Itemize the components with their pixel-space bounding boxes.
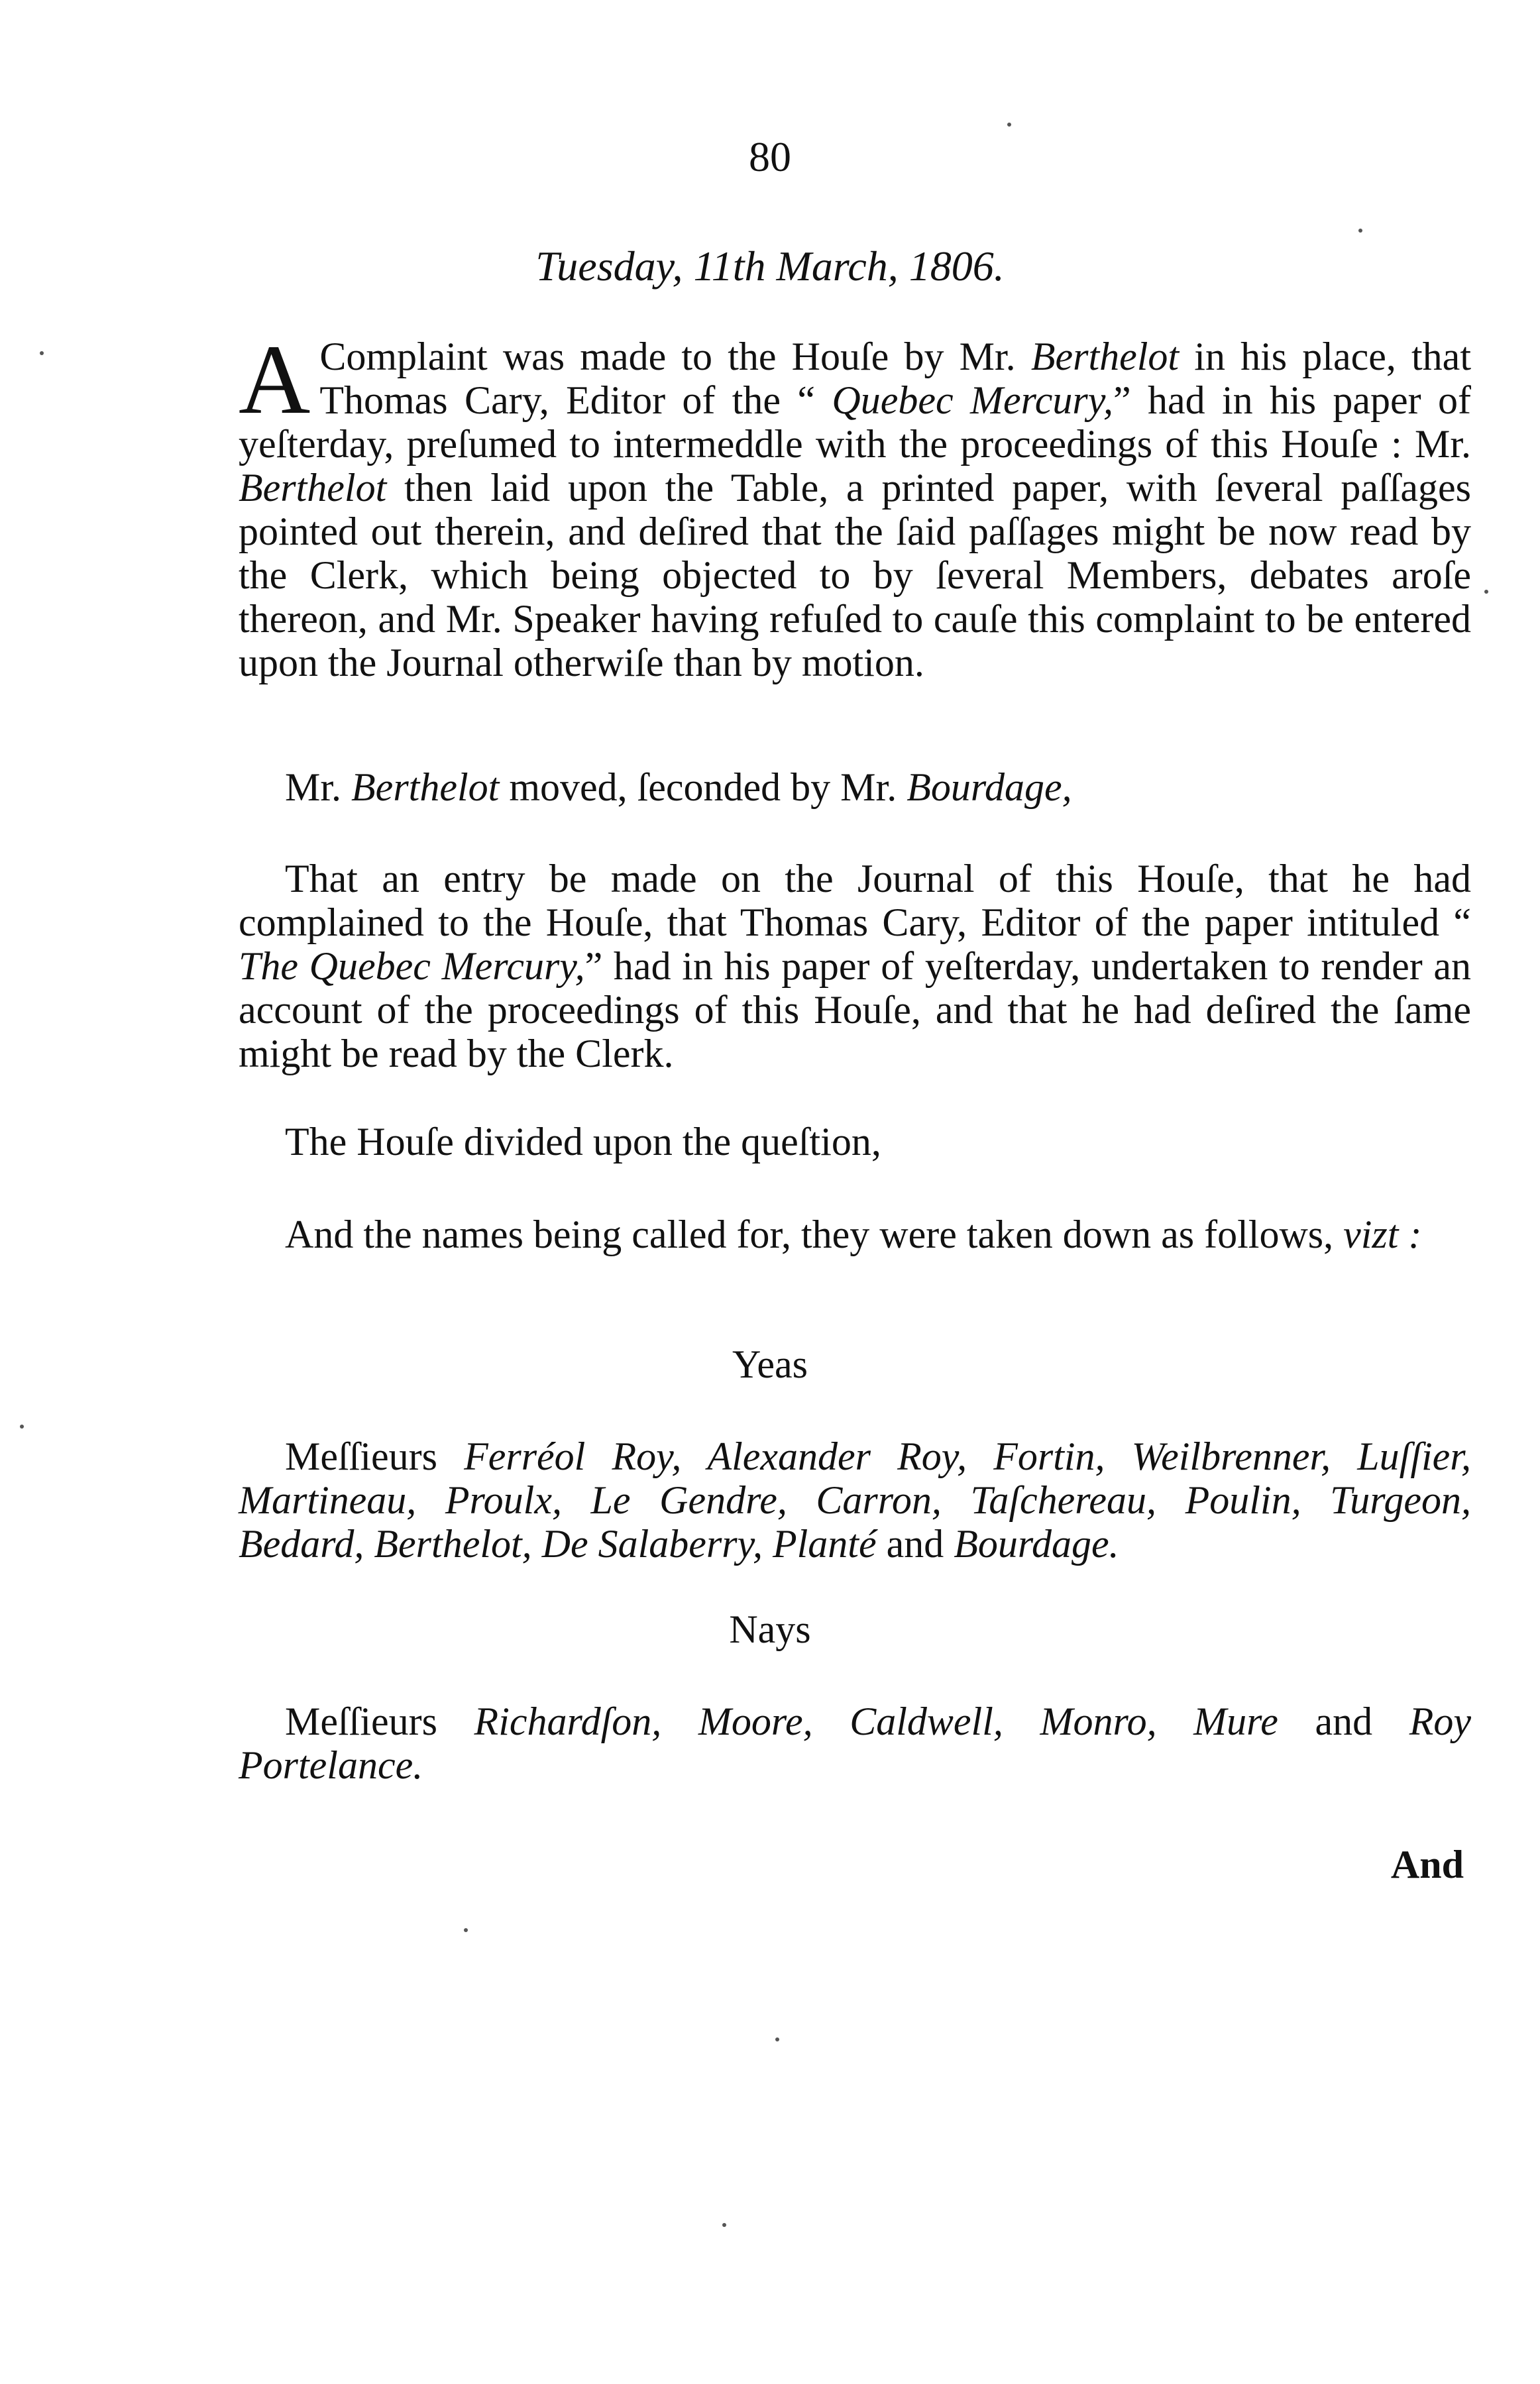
scan-speck bbox=[20, 1425, 24, 1429]
yeas-heading: Yeas bbox=[732, 1342, 808, 1386]
motion-paragraph bbox=[239, 765, 1471, 809]
text-segment: That an entry be made on the Journal of this Houſe, that he had complained to the Houſe, that Thomas Cary, Editor of the paper intituled “ bbox=[239, 857, 1471, 944]
resolution-paragraph bbox=[239, 857, 1471, 1075]
yeas-last-name: Bourdage. bbox=[954, 1522, 1119, 1566]
complaint-paragraph bbox=[239, 325, 1471, 684]
newspaper-title: The Quebec Mercury, bbox=[239, 944, 585, 988]
date-heading: Tuesday, 11th March, 1806. bbox=[535, 243, 1005, 290]
text-segment: Complaint was made to the Houſe by Mr. bbox=[319, 335, 1031, 378]
scan-speck bbox=[464, 1928, 468, 1932]
scan-speck bbox=[40, 351, 44, 355]
nays-heading: Nays bbox=[729, 1607, 811, 1651]
drop-cap: A bbox=[239, 325, 311, 435]
page-number: 80 bbox=[749, 133, 791, 180]
text-segment: Mr. bbox=[285, 765, 352, 809]
catchword: And bbox=[1390, 1843, 1464, 1886]
list-prefix: Meſſieurs bbox=[285, 1700, 474, 1743]
names-called-paragraph bbox=[239, 1213, 1471, 1256]
vizt-label: vizt : bbox=[1343, 1213, 1422, 1256]
member-name: Berthelot bbox=[1030, 335, 1180, 378]
text-segment: then laid upon the Table, a printed paper, with ſeveral paſſages pointed out therein, and deſired that the ſaid paſſages might be now read by the Clerk, which being objected to by ſeveral Members, debates aroſe thereon, and Mr. Speaker having refuſed to cauſe this complaint to be entered upon the Journal otherwiſe than by motion. bbox=[239, 466, 1471, 684]
yeas-list bbox=[239, 1435, 1471, 1566]
text-segment: And the names being called for, they were taken down as follows, bbox=[285, 1213, 1344, 1256]
list-conjunction: and bbox=[1278, 1700, 1409, 1743]
scan-speck bbox=[775, 2037, 779, 2041]
text-segment: in his place, that Thomas Cary, Editor of the “ bbox=[319, 335, 1471, 422]
list-prefix: Meſſieurs bbox=[285, 1435, 465, 1478]
text-segment: ” had in his paper of yeſterday, undertaken to render an account of the proceedings of this Houſe, and that he had deſired the ſame might be read by the Clerk. bbox=[239, 944, 1471, 1075]
scan-speck bbox=[722, 2223, 726, 2227]
member-name: Berthelot bbox=[351, 765, 500, 809]
newspaper-title: Quebec Mercury, bbox=[832, 378, 1114, 422]
nays-list bbox=[239, 1700, 1471, 1787]
text-segment: moved, ſeconded by Mr. bbox=[499, 765, 907, 809]
scan-speck bbox=[1484, 590, 1488, 594]
yeas-names: Ferréol Roy, Alexander Roy, Fortin, Weilbrenner, Luſſier, Martineau, Proulx, Le Gendre, Carron, Taſchereau, Poulin, Turgeon, Bedard, Berthelot, De Salaberry, Planté bbox=[239, 1435, 1471, 1566]
scan-speck bbox=[1358, 229, 1362, 233]
scan-speck bbox=[1007, 123, 1011, 127]
list-conjunction: and bbox=[876, 1522, 954, 1566]
text-segment: ” had in his paper of yeſterday, preſumed to intermeddle with the proceedings of this Houſe : Mr. bbox=[239, 378, 1471, 466]
nays-last-name: Roy Portelance. bbox=[239, 1700, 1471, 1787]
nays-names: Richardſon, Moore, Caldwell, Monro, Mure bbox=[474, 1700, 1278, 1743]
member-name: Berthelot bbox=[239, 466, 387, 510]
member-name: Bourdage, bbox=[907, 765, 1072, 809]
division-paragraph: The Houſe divided upon the queſtion, bbox=[285, 1120, 881, 1164]
